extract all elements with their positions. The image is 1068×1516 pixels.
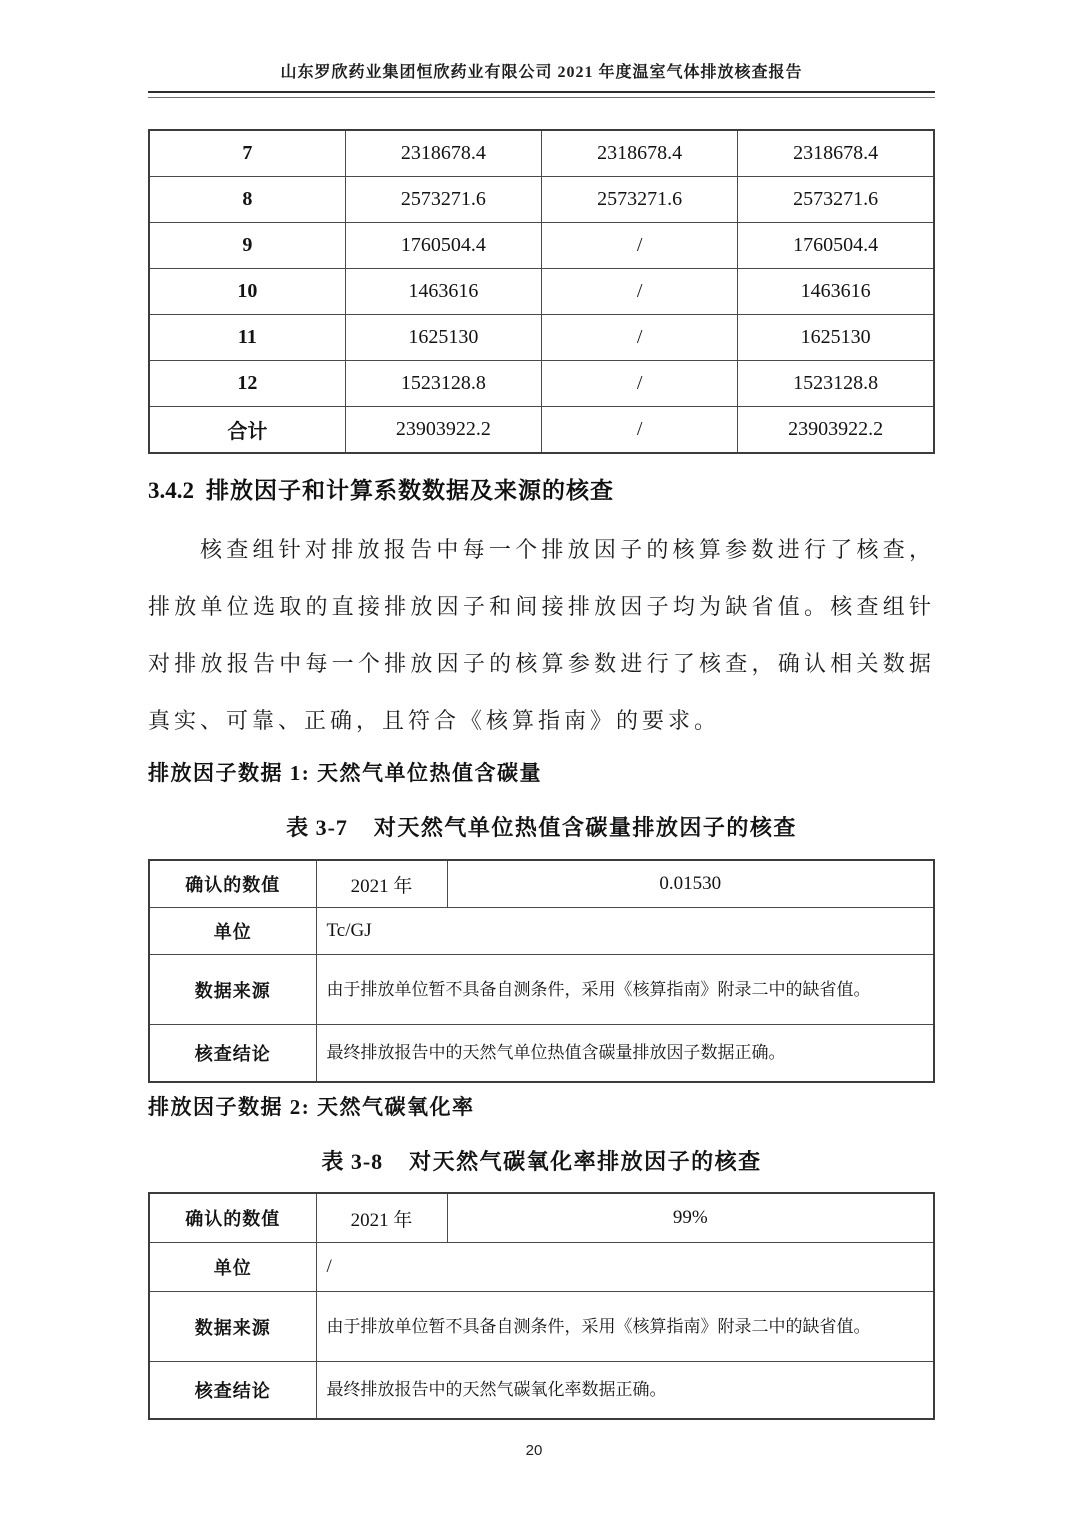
- value-cell: /: [542, 361, 738, 407]
- table-3-7-caption-number: 表 3-7: [286, 815, 348, 840]
- conclusion-cell: 最终排放报告中的天然气碳氧化率数据正确。: [316, 1362, 934, 1420]
- table-row: [149, 361, 934, 407]
- page-content: [148, 0, 935, 1420]
- unit-label-cell: 单位: [149, 1243, 316, 1292]
- month-cell: 11: [149, 315, 345, 361]
- table-3-7-caption-title: 对天然气单位热值含碳量排放因子的核查: [373, 815, 797, 840]
- value-cell: 1523128.8: [738, 361, 934, 407]
- value-cell: /: [542, 315, 738, 361]
- section-title: 排放因子和计算系数数据及来源的核查: [206, 478, 614, 503]
- value-cell: 2573271.6: [542, 177, 738, 223]
- body-paragraph: 核查组针对排放报告中每一个排放因子的核算参数进行了核查，排放单位选取的直接排放因子和间接排放因子均为缺省值。核查组针对排放报告中每一个排放因子的核算参数进行了核查，确认相关数据真实、可靠、正确，且符合《核算指南》的要求。: [148, 537, 935, 733]
- table-row: [149, 1243, 934, 1292]
- month-cell: 12: [149, 361, 345, 407]
- confirmed-value-label-cell: 确认的数值: [149, 1193, 316, 1243]
- year-cell: 2021 年: [316, 1193, 447, 1243]
- section-number: 3.4.2: [148, 478, 194, 503]
- value-cell: 1760504.4: [738, 223, 934, 269]
- table-3-7: [148, 859, 935, 1083]
- table-row: [149, 1025, 934, 1083]
- value-cell: 1760504.4: [345, 223, 541, 269]
- value-cell: 1625130: [738, 315, 934, 361]
- month-cell: 7: [149, 130, 345, 177]
- value-cell: 23903922.2: [345, 407, 541, 454]
- data-source-cell: 由于排放单位暂不具备自测条件，采用《核算指南》附录二中的缺省值。: [316, 955, 934, 1025]
- monthly-data-table: [148, 129, 935, 454]
- factor-2-label: 排放因子数据 2: 天然气碳氧化率: [148, 1095, 475, 1119]
- factor-1-label: 排放因子数据 1: 天然气单位热值含碳量: [148, 761, 542, 785]
- value-cell: /: [542, 223, 738, 269]
- value-cell: /: [542, 407, 738, 454]
- confirmed-value-label-cell: 确认的数值: [149, 860, 316, 908]
- table-row: [149, 1362, 934, 1420]
- table-3-8-caption-number: 表 3-8: [321, 1149, 384, 1174]
- value-cell: 1463616: [345, 269, 541, 315]
- value-cell: 1523128.8: [345, 361, 541, 407]
- value-cell: 2573271.6: [345, 177, 541, 223]
- table-row: [149, 908, 934, 955]
- table-3-8-caption-title: 对天然气碳氧化率排放因子的核查: [409, 1149, 762, 1174]
- confirmed-value-cell: 99%: [447, 1193, 934, 1243]
- data-source-label-cell: 数据来源: [149, 1292, 316, 1362]
- table-3-7-caption: [148, 813, 935, 843]
- value-cell: 2318678.4: [345, 130, 541, 177]
- conclusion-label-cell: 核查结论: [149, 1362, 316, 1420]
- section-heading: [148, 475, 935, 507]
- table-row: [149, 860, 934, 908]
- table-row: [149, 130, 934, 177]
- month-cell: 9: [149, 223, 345, 269]
- data-source-cell: 由于排放单位暂不具备自测条件，采用《核算指南》附录二中的缺省值。: [316, 1292, 934, 1362]
- unit-value-cell: /: [316, 1243, 934, 1292]
- table-3-8: [148, 1192, 935, 1420]
- unit-value-cell: Tc/GJ: [316, 908, 934, 955]
- data-source-label-cell: 数据来源: [149, 955, 316, 1025]
- value-cell: 2573271.6: [738, 177, 934, 223]
- value-cell: 1625130: [345, 315, 541, 361]
- table-row: [149, 955, 934, 1025]
- table-3-8-caption: [148, 1147, 935, 1177]
- value-cell: 2318678.4: [738, 130, 934, 177]
- year-cell: 2021 年: [316, 860, 447, 908]
- value-cell: 23903922.2: [738, 407, 934, 454]
- conclusion-cell: 最终排放报告中的天然气单位热值含碳量排放因子数据正确。: [316, 1025, 934, 1083]
- table-row: [149, 177, 934, 223]
- table-row: [149, 1292, 934, 1362]
- total-label-cell: 合计: [149, 407, 345, 454]
- table-row-total: [149, 407, 934, 454]
- value-cell: /: [542, 269, 738, 315]
- unit-label-cell: 单位: [149, 908, 316, 955]
- month-cell: 10: [149, 269, 345, 315]
- header-rule: [148, 91, 935, 98]
- month-cell: 8: [149, 177, 345, 223]
- conclusion-label-cell: 核查结论: [149, 1025, 316, 1083]
- value-cell: 1463616: [738, 269, 934, 315]
- value-cell: 2318678.4: [542, 130, 738, 177]
- table-row: [149, 223, 934, 269]
- report-header-title: 山东罗欣药业集团恒欣药业有限公司 2021 年度温室气体排放核查报告: [280, 64, 803, 81]
- table-row: [149, 1193, 934, 1243]
- confirmed-value-cell: 0.01530: [447, 860, 934, 908]
- table-row: [149, 315, 934, 361]
- table-row: [149, 269, 934, 315]
- page-number: 20: [525, 1442, 543, 1459]
